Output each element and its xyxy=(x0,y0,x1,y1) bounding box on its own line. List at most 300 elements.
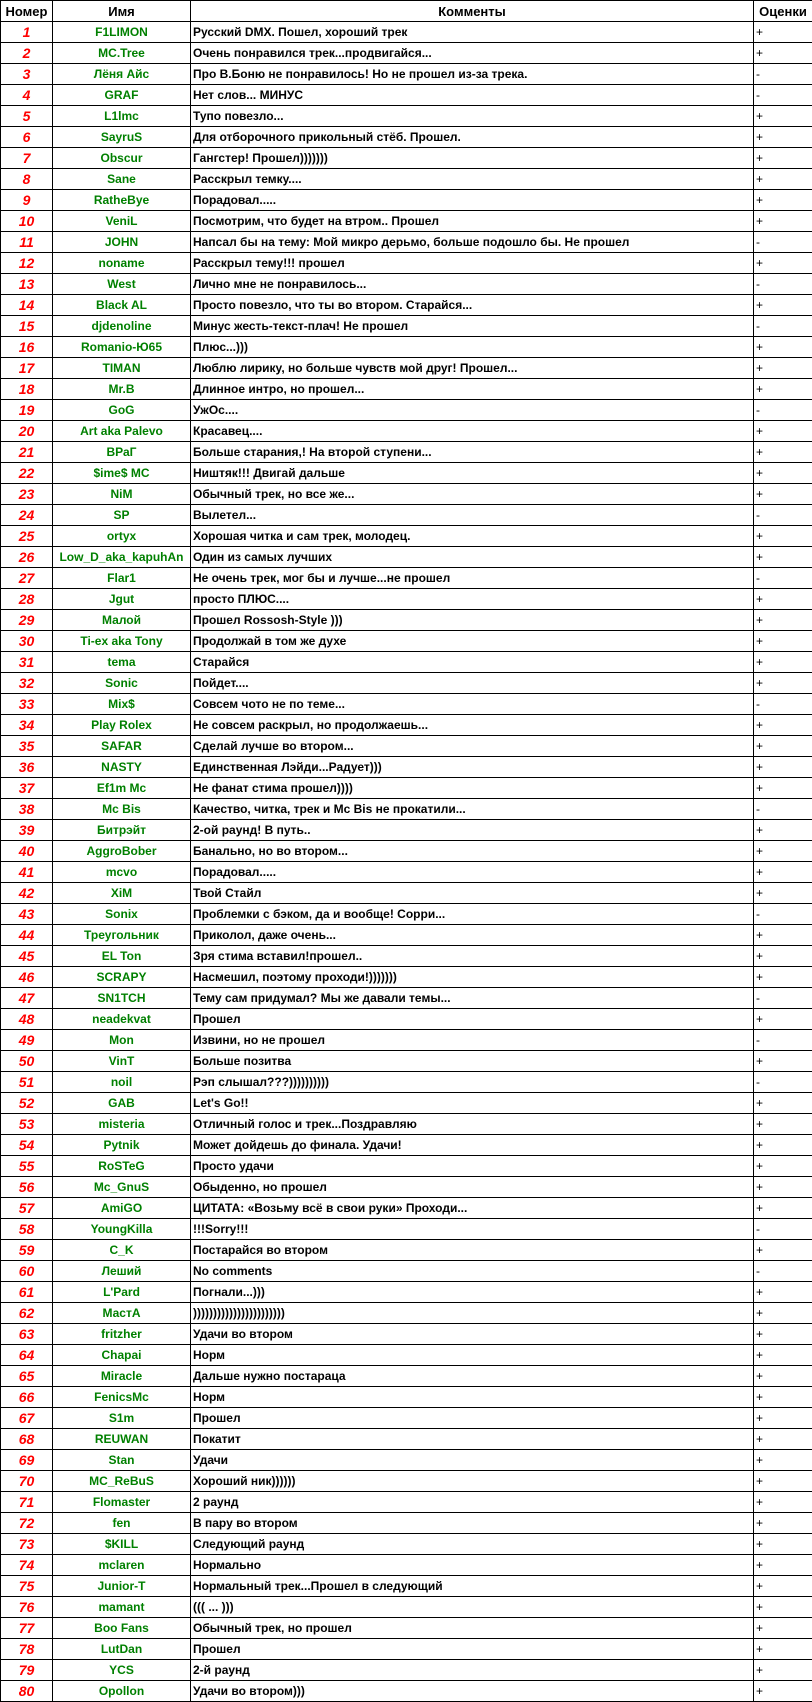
row-comment: Посмотрим, что будет на втром.. Прошел xyxy=(191,211,754,232)
table-row xyxy=(1,1324,812,1345)
table-row xyxy=(1,1114,812,1135)
row-grade: - xyxy=(754,1030,812,1051)
row-grade: - xyxy=(754,1072,812,1093)
row-name: West xyxy=(53,274,191,295)
table-row xyxy=(1,106,812,127)
row-number: 62 xyxy=(1,1303,53,1324)
row-number: 65 xyxy=(1,1366,53,1387)
table-row xyxy=(1,547,812,568)
row-comment: ((( ... ))) xyxy=(191,1597,754,1618)
row-number: 13 xyxy=(1,274,53,295)
row-grade: + xyxy=(754,652,812,673)
row-name: Mix$ xyxy=(53,694,191,715)
row-name: RoSTeG xyxy=(53,1156,191,1177)
table-row xyxy=(1,988,812,1009)
row-number: 10 xyxy=(1,211,53,232)
table-row xyxy=(1,232,812,253)
row-name: Леший xyxy=(53,1261,191,1282)
row-number: 63 xyxy=(1,1324,53,1345)
row-grade: + xyxy=(754,1051,812,1072)
row-grade: + xyxy=(754,22,812,43)
row-name: YCS xyxy=(53,1660,191,1681)
row-grade: + xyxy=(754,925,812,946)
row-name: Play Rolex xyxy=(53,715,191,736)
row-name: Stan xyxy=(53,1450,191,1471)
row-comment: Порадовал..... xyxy=(191,190,754,211)
table-row xyxy=(1,841,812,862)
row-name: Boo Fans xyxy=(53,1618,191,1639)
table-row xyxy=(1,316,812,337)
row-comment: Хорошая читка и сам трек, молодец. xyxy=(191,526,754,547)
row-number: 68 xyxy=(1,1429,53,1450)
row-number: 19 xyxy=(1,400,53,421)
table-row xyxy=(1,820,812,841)
row-name: FenicsMc xyxy=(53,1387,191,1408)
row-name: EL Ton xyxy=(53,946,191,967)
row-number: 57 xyxy=(1,1198,53,1219)
row-number: 9 xyxy=(1,190,53,211)
row-name: C_K xyxy=(53,1240,191,1261)
row-comment: Старайся xyxy=(191,652,754,673)
row-name: JOHN xyxy=(53,232,191,253)
table-row xyxy=(1,22,812,43)
row-name: fen xyxy=(53,1513,191,1534)
row-number: 51 xyxy=(1,1072,53,1093)
row-name: Flomaster xyxy=(53,1492,191,1513)
row-number: 25 xyxy=(1,526,53,547)
row-grade: + xyxy=(754,1387,812,1408)
row-number: 59 xyxy=(1,1240,53,1261)
row-grade: + xyxy=(754,148,812,169)
row-comment: Больше старания,! На второй ступени... xyxy=(191,442,754,463)
row-number: 26 xyxy=(1,547,53,568)
table-row xyxy=(1,1534,812,1555)
row-comment: Очень понравился трек...продвигайся... xyxy=(191,43,754,64)
row-comment: Может дойдешь до финала. Удачи! xyxy=(191,1135,754,1156)
row-grade: + xyxy=(754,463,812,484)
table-row xyxy=(1,85,812,106)
table-row xyxy=(1,1618,812,1639)
table-row xyxy=(1,883,812,904)
row-comment: Про В.Боню не понравилось! Но не прошел из-за трека. xyxy=(191,64,754,85)
row-comment: Один из самых лучших xyxy=(191,547,754,568)
row-grade: - xyxy=(754,232,812,253)
row-name: $ime$ MC xyxy=(53,463,191,484)
row-grade: + xyxy=(754,715,812,736)
row-name: S1m xyxy=(53,1408,191,1429)
table-row xyxy=(1,484,812,505)
row-number: 30 xyxy=(1,631,53,652)
row-name: fritzher xyxy=(53,1324,191,1345)
row-grade: + xyxy=(754,1093,812,1114)
row-comment: Удачи xyxy=(191,1450,754,1471)
table-row xyxy=(1,1135,812,1156)
row-comment: Норм xyxy=(191,1387,754,1408)
row-comment: просто ПЛЮС.... xyxy=(191,589,754,610)
row-number: 11 xyxy=(1,232,53,253)
row-grade: + xyxy=(754,1366,812,1387)
table-row xyxy=(1,1597,812,1618)
header-comments: Комменты xyxy=(191,1,754,22)
row-number: 72 xyxy=(1,1513,53,1534)
row-name: SAFAR xyxy=(53,736,191,757)
row-comment: Порадовал..... xyxy=(191,862,754,883)
row-name: misteria xyxy=(53,1114,191,1135)
row-number: 77 xyxy=(1,1618,53,1639)
table-row xyxy=(1,1345,812,1366)
table-row xyxy=(1,904,812,925)
row-grade: + xyxy=(754,526,812,547)
row-name: F1LIMON xyxy=(53,22,191,43)
row-name: djdenoline xyxy=(53,316,191,337)
row-number: 56 xyxy=(1,1177,53,1198)
row-comment: Совсем чото не по теме... xyxy=(191,694,754,715)
row-grade: + xyxy=(754,127,812,148)
row-name: MC_ReBuS xyxy=(53,1471,191,1492)
row-name: Ti-ex aka Tony xyxy=(53,631,191,652)
row-grade: - xyxy=(754,988,812,1009)
row-comment: Тему сам придумал? Мы же давали темы... xyxy=(191,988,754,1009)
table-row xyxy=(1,1198,812,1219)
row-name: Mon xyxy=(53,1030,191,1051)
row-grade: + xyxy=(754,1555,812,1576)
table-body xyxy=(1,22,812,1702)
table-row xyxy=(1,400,812,421)
row-grade: + xyxy=(754,1408,812,1429)
row-comment: Красавец.... xyxy=(191,421,754,442)
row-comment: Нормальный трек...Прошел в следующий xyxy=(191,1576,754,1597)
row-number: 36 xyxy=(1,757,53,778)
table-row xyxy=(1,64,812,85)
row-number: 49 xyxy=(1,1030,53,1051)
table-row xyxy=(1,736,812,757)
row-name: Romanio-Ю65 xyxy=(53,337,191,358)
table-row xyxy=(1,463,812,484)
row-grade: + xyxy=(754,1198,812,1219)
row-grade: + xyxy=(754,841,812,862)
row-comment: Удачи во втором))) xyxy=(191,1681,754,1702)
row-grade: + xyxy=(754,1156,812,1177)
row-number: 6 xyxy=(1,127,53,148)
row-grade: + xyxy=(754,967,812,988)
row-comment: Ништяк!!! Двигай дальше xyxy=(191,463,754,484)
row-comment: Обыденно, но прошел xyxy=(191,1177,754,1198)
table-row xyxy=(1,673,812,694)
row-number: 64 xyxy=(1,1345,53,1366)
row-name: Лёня Айс xyxy=(53,64,191,85)
row-grade: + xyxy=(754,673,812,694)
row-number: 22 xyxy=(1,463,53,484)
row-grade: + xyxy=(754,1576,812,1597)
row-grade: + xyxy=(754,1135,812,1156)
row-comment: 2-й раунд xyxy=(191,1660,754,1681)
row-comment: Тупо повезло... xyxy=(191,106,754,127)
row-grade: + xyxy=(754,421,812,442)
row-number: 32 xyxy=(1,673,53,694)
row-grade: + xyxy=(754,1429,812,1450)
table-row xyxy=(1,1030,812,1051)
row-name: Битрэйт xyxy=(53,820,191,841)
row-number: 27 xyxy=(1,568,53,589)
row-name: Sonix xyxy=(53,904,191,925)
row-comment: Плюс...))) xyxy=(191,337,754,358)
row-number: 54 xyxy=(1,1135,53,1156)
row-comment: ЦИТАТА: «Возьму всё в свои руки» Проходи... xyxy=(191,1198,754,1219)
row-grade: + xyxy=(754,1492,812,1513)
row-number: 67 xyxy=(1,1408,53,1429)
row-name: Mc Bis xyxy=(53,799,191,820)
row-number: 2 xyxy=(1,43,53,64)
row-grade: + xyxy=(754,1009,812,1030)
row-name: SP xyxy=(53,505,191,526)
header-name: Имя xyxy=(53,1,191,22)
row-number: 5 xyxy=(1,106,53,127)
row-name: Малой xyxy=(53,610,191,631)
row-name: mamant xyxy=(53,1597,191,1618)
row-grade: + xyxy=(754,1450,812,1471)
row-number: 66 xyxy=(1,1387,53,1408)
row-comment: Постарайся во втором xyxy=(191,1240,754,1261)
table-row xyxy=(1,694,812,715)
row-name: Art aka Palevo xyxy=(53,421,191,442)
row-comment: Нормально xyxy=(191,1555,754,1576)
row-number: 20 xyxy=(1,421,53,442)
row-number: 73 xyxy=(1,1534,53,1555)
row-comment: Не совсем раскрыл, но продолжаешь... xyxy=(191,715,754,736)
row-number: 43 xyxy=(1,904,53,925)
table-row xyxy=(1,1555,812,1576)
row-number: 40 xyxy=(1,841,53,862)
row-grade: + xyxy=(754,253,812,274)
row-name: GoG xyxy=(53,400,191,421)
row-name: tema xyxy=(53,652,191,673)
row-comment: Прошел xyxy=(191,1408,754,1429)
row-number: 23 xyxy=(1,484,53,505)
row-comment: Let's Go!! xyxy=(191,1093,754,1114)
row-comment: Норм xyxy=(191,1345,754,1366)
row-name: NiM xyxy=(53,484,191,505)
row-comment: Качество, читка, трек и Mc Bis не прокатили... xyxy=(191,799,754,820)
row-name: RatheBye xyxy=(53,190,191,211)
row-name: AggroBober xyxy=(53,841,191,862)
row-comment: Банально, но во втором... xyxy=(191,841,754,862)
row-name: L'Pard xyxy=(53,1282,191,1303)
row-grade: + xyxy=(754,757,812,778)
table-row xyxy=(1,1156,812,1177)
row-number: 33 xyxy=(1,694,53,715)
row-comment: Рэп слышал???)))))))))) xyxy=(191,1072,754,1093)
row-number: 18 xyxy=(1,379,53,400)
table-row xyxy=(1,1408,812,1429)
row-grade: + xyxy=(754,547,812,568)
row-number: 21 xyxy=(1,442,53,463)
row-comment: Расскрыл тему!!! прошел xyxy=(191,253,754,274)
table-row xyxy=(1,1303,812,1324)
row-grade: + xyxy=(754,946,812,967)
row-name: neadekvat xyxy=(53,1009,191,1030)
table-row xyxy=(1,505,812,526)
row-number: 50 xyxy=(1,1051,53,1072)
row-comment: Продолжай в том же духе xyxy=(191,631,754,652)
table-row xyxy=(1,1576,812,1597)
row-number: 74 xyxy=(1,1555,53,1576)
row-number: 44 xyxy=(1,925,53,946)
row-grade: + xyxy=(754,589,812,610)
row-grade: - xyxy=(754,316,812,337)
table-row xyxy=(1,862,812,883)
table-row xyxy=(1,442,812,463)
table-row xyxy=(1,1177,812,1198)
row-name: LutDan xyxy=(53,1639,191,1660)
row-name: Mr.B xyxy=(53,379,191,400)
row-number: 35 xyxy=(1,736,53,757)
row-comment: Удачи во втором xyxy=(191,1324,754,1345)
row-comment: Насмешил, поэтому проходи!))))))) xyxy=(191,967,754,988)
row-name: Jgut xyxy=(53,589,191,610)
row-number: 69 xyxy=(1,1450,53,1471)
table-row xyxy=(1,946,812,967)
row-comment: Минус жесть-текст-плач! Не прошел xyxy=(191,316,754,337)
table-row xyxy=(1,337,812,358)
row-comment: Прошел xyxy=(191,1639,754,1660)
row-comment: 2-ой раунд! В путь.. xyxy=(191,820,754,841)
row-grade: - xyxy=(754,1261,812,1282)
table-row xyxy=(1,568,812,589)
row-name: XiM xyxy=(53,883,191,904)
table-row xyxy=(1,778,812,799)
row-grade: + xyxy=(754,1681,812,1702)
row-number: 58 xyxy=(1,1219,53,1240)
row-number: 12 xyxy=(1,253,53,274)
row-name: Mc_GnuS xyxy=(53,1177,191,1198)
table-row xyxy=(1,1681,812,1702)
row-number: 80 xyxy=(1,1681,53,1702)
row-name: $KILL xyxy=(53,1534,191,1555)
row-comment: Сделай лучше во втором... xyxy=(191,736,754,757)
table-row xyxy=(1,1366,812,1387)
row-grade: + xyxy=(754,295,812,316)
row-grade: + xyxy=(754,484,812,505)
table-row xyxy=(1,169,812,190)
table-row xyxy=(1,421,812,442)
row-comment: Хороший ник)))))) xyxy=(191,1471,754,1492)
row-name: Pytnik xyxy=(53,1135,191,1156)
row-grade: - xyxy=(754,400,812,421)
row-name: Low_D_aka_kapuhAn xyxy=(53,547,191,568)
table-row xyxy=(1,1009,812,1030)
row-name: mcvo xyxy=(53,862,191,883)
row-name: ВРаГ xyxy=(53,442,191,463)
row-name: MC.Tree xyxy=(53,43,191,64)
row-name: TIMAN xyxy=(53,358,191,379)
row-comment: Не фанат стима прошел)))) xyxy=(191,778,754,799)
row-comment: Расскрыл темку.... xyxy=(191,169,754,190)
row-name: mclaren xyxy=(53,1555,191,1576)
row-name: GAB xyxy=(53,1093,191,1114)
row-number: 76 xyxy=(1,1597,53,1618)
row-number: 16 xyxy=(1,337,53,358)
row-comment: Извини, но не прошел xyxy=(191,1030,754,1051)
row-number: 47 xyxy=(1,988,53,1009)
row-comment: Единственная Лэйди...Радует))) xyxy=(191,757,754,778)
row-name: REUWAN xyxy=(53,1429,191,1450)
row-number: 71 xyxy=(1,1492,53,1513)
row-grade: + xyxy=(754,211,812,232)
table-row xyxy=(1,1429,812,1450)
row-comment: Покатит xyxy=(191,1429,754,1450)
row-number: 34 xyxy=(1,715,53,736)
row-number: 52 xyxy=(1,1093,53,1114)
header-number: Номер xyxy=(1,1,53,22)
row-comment: Гангстер! Прошел))))))) xyxy=(191,148,754,169)
row-name: МастА xyxy=(53,1303,191,1324)
row-name: Треугольник xyxy=(53,925,191,946)
row-comment: Проблемки с бэком, да и вообще! Сорри... xyxy=(191,904,754,925)
row-grade: + xyxy=(754,1597,812,1618)
row-grade: - xyxy=(754,64,812,85)
row-comment: Дальше нужно постараца xyxy=(191,1366,754,1387)
row-name: SayruS xyxy=(53,127,191,148)
row-name: Junior-T xyxy=(53,1576,191,1597)
table-row xyxy=(1,1660,812,1681)
row-number: 55 xyxy=(1,1156,53,1177)
row-name: Obscur xyxy=(53,148,191,169)
table-row xyxy=(1,1471,812,1492)
row-number: 7 xyxy=(1,148,53,169)
table-row xyxy=(1,1639,812,1660)
table-row xyxy=(1,757,812,778)
header-grades: Оценки xyxy=(754,1,812,22)
table-row xyxy=(1,1093,812,1114)
row-comment: Напсал бы на тему: Мой микро дерьмо, больше подошло бы. Не прошел xyxy=(191,232,754,253)
row-grade: + xyxy=(754,1324,812,1345)
table-row xyxy=(1,1261,812,1282)
row-comment: Больше позитва xyxy=(191,1051,754,1072)
row-number: 41 xyxy=(1,862,53,883)
row-grade: + xyxy=(754,1618,812,1639)
row-comment: No comments xyxy=(191,1261,754,1282)
row-comment: Погнали...))) xyxy=(191,1282,754,1303)
row-number: 17 xyxy=(1,358,53,379)
row-name: ortyx xyxy=(53,526,191,547)
table-row xyxy=(1,1387,812,1408)
row-grade: + xyxy=(754,358,812,379)
row-comment: Длинное интро, но прошел... xyxy=(191,379,754,400)
row-comment: ))))))))))))))))))))))) xyxy=(191,1303,754,1324)
row-grade: + xyxy=(754,337,812,358)
row-name: Opollon xyxy=(53,1681,191,1702)
table-row xyxy=(1,1282,812,1303)
row-comment: 2 раунд xyxy=(191,1492,754,1513)
row-number: 70 xyxy=(1,1471,53,1492)
row-number: 37 xyxy=(1,778,53,799)
row-comment: Люблю лирику, но больше чувств мой друг! Прошел... xyxy=(191,358,754,379)
row-number: 79 xyxy=(1,1660,53,1681)
table-row xyxy=(1,925,812,946)
row-name: NASTY xyxy=(53,757,191,778)
row-comment: Вылетел... xyxy=(191,505,754,526)
row-number: 1 xyxy=(1,22,53,43)
row-grade: + xyxy=(754,442,812,463)
row-name: YoungKilla xyxy=(53,1219,191,1240)
row-number: 45 xyxy=(1,946,53,967)
row-grade: - xyxy=(754,799,812,820)
row-comment: Обычный трек, но все же... xyxy=(191,484,754,505)
row-name: VinT xyxy=(53,1051,191,1072)
table-row xyxy=(1,799,812,820)
row-comment: Просто повезло, что ты во втором. Старайся... xyxy=(191,295,754,316)
table-row xyxy=(1,127,812,148)
